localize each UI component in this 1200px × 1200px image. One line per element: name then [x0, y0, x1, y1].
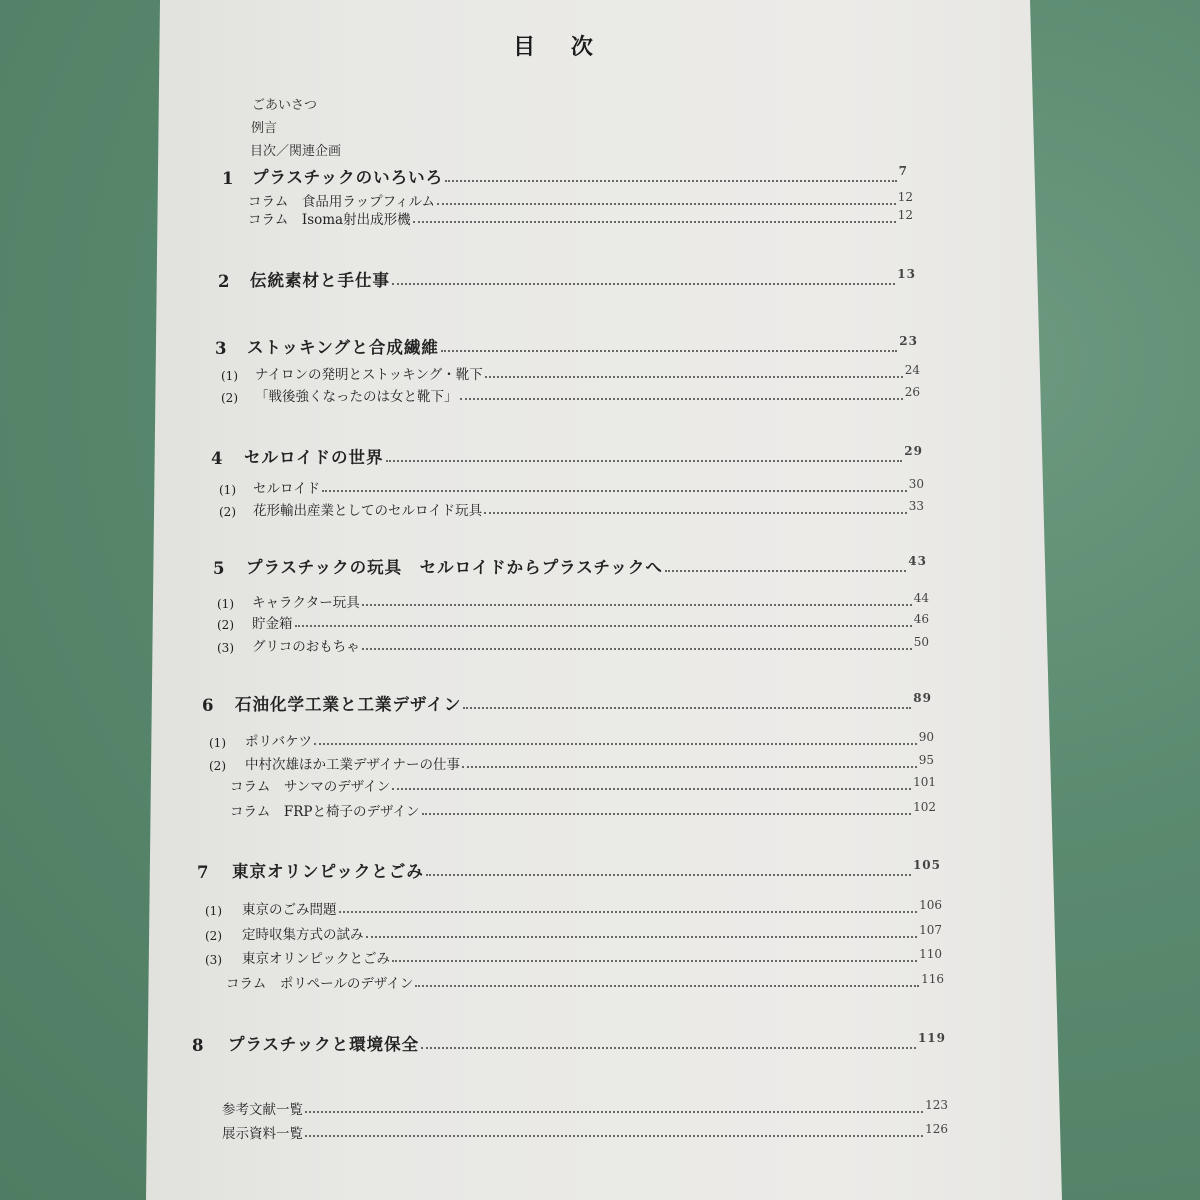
dot-leader	[421, 1047, 916, 1049]
toc-entry	[202, 693, 932, 715]
front-item: 例言	[251, 121, 278, 136]
entry-label: 「戦後強くなったのは女と靴下」	[255, 389, 458, 405]
entry-number: (2)	[209, 759, 226, 773]
dot-leader	[392, 283, 895, 285]
toc-entry	[215, 336, 918, 358]
dot-leader	[386, 460, 903, 462]
dot-leader	[362, 604, 912, 606]
entry-number: 3	[215, 339, 228, 358]
entry-page: 23	[899, 334, 918, 348]
toc-entry	[222, 1120, 948, 1142]
dot-leader	[437, 203, 896, 205]
toc-entry	[219, 475, 924, 497]
entry-label: 定時収集方式の試み	[242, 927, 364, 943]
toc-entry	[211, 446, 923, 468]
entry-page: 116	[921, 972, 944, 986]
entry-label: セルロイド	[253, 481, 321, 497]
entry-label: 伝統素材と手仕事	[250, 271, 390, 290]
toc-entry	[192, 1033, 946, 1055]
entry-page: 110	[919, 947, 942, 961]
dot-leader	[463, 707, 911, 709]
entry-label: 展示資料一覧	[222, 1126, 303, 1142]
entry-number: 7	[197, 863, 210, 882]
entry-page: 26	[904, 385, 920, 399]
toc-entry	[205, 896, 942, 918]
entry-label: 東京のごみ問題	[242, 902, 337, 918]
dot-leader	[426, 874, 911, 876]
entry-label: プラスチックのいろいろ	[252, 168, 444, 187]
dot-leader	[462, 766, 917, 768]
entry-label: 花形輸出産業としてのセルロイド玩具	[253, 503, 483, 519]
dot-leader	[305, 1135, 923, 1137]
entry-number: (3)	[217, 641, 234, 655]
entry-page: 12	[897, 208, 913, 222]
entry-label: 中村次雄ほか工業デザイナーの仕事	[245, 757, 461, 773]
entry-label: キャラクター玩具	[252, 595, 360, 611]
entry-number: (1)	[221, 369, 238, 383]
toc-entry	[219, 497, 924, 519]
entry-number: (1)	[219, 483, 236, 497]
entry-page: 7	[898, 164, 908, 178]
entry-label: ポリバケツ	[245, 734, 312, 750]
entry-page: 106	[919, 898, 942, 912]
entry-page: 107	[919, 923, 942, 937]
entry-page: 119	[917, 1031, 946, 1045]
entry-page: 44	[913, 591, 929, 605]
toc-entry	[221, 383, 920, 405]
front-item: 目次／関連企画	[250, 144, 342, 159]
entry-page: 126	[925, 1122, 948, 1136]
dot-leader	[413, 221, 896, 223]
page-title: 目 次	[513, 35, 607, 60]
entry-page: 12	[897, 190, 913, 204]
entry-label: ストッキングと合成繊維	[247, 338, 439, 357]
toc-entry	[222, 1096, 948, 1118]
dot-leader	[314, 743, 917, 745]
toc-entry	[209, 751, 934, 773]
entry-label: プラスチックと環境保全	[228, 1035, 420, 1054]
entry-page: 105	[912, 858, 941, 872]
entry-page: 33	[908, 499, 924, 513]
entry-number: 4	[211, 449, 224, 468]
entry-label: 石油化学工業と工業デザイン	[235, 695, 462, 714]
toc-entry	[217, 610, 929, 632]
entry-number: (2)	[217, 618, 234, 632]
toc-entry	[217, 633, 929, 655]
toc-entry	[218, 269, 916, 291]
front-item: ごあいさつ	[252, 98, 318, 113]
dot-leader	[485, 376, 903, 378]
entry-page: 95	[918, 753, 934, 767]
dot-leader	[422, 813, 912, 815]
entry-label: プラスチックの玩具 セルロイドからプラスチックへ	[246, 558, 663, 577]
entry-page: 102	[913, 800, 936, 814]
dot-leader	[460, 398, 903, 400]
dot-leader	[484, 512, 907, 514]
entry-label: コラム Isoma射出成形機	[248, 212, 411, 228]
dot-leader	[441, 350, 897, 352]
entry-number: (3)	[205, 953, 222, 967]
toc-entry	[205, 945, 942, 967]
entry-number: 8	[192, 1036, 205, 1055]
entry-page: 101	[913, 775, 936, 789]
dot-leader	[392, 788, 911, 790]
toc-entry	[226, 970, 944, 992]
entry-page: 43	[908, 554, 927, 568]
dot-leader	[295, 625, 912, 627]
entry-label: コラム サンマのデザイン	[230, 779, 391, 795]
entry-label: 参考文献一覧	[222, 1102, 303, 1118]
entry-number: (2)	[219, 505, 236, 519]
dot-leader	[665, 570, 906, 572]
entry-number: 1	[222, 169, 235, 188]
entry-label: コラム ポリペールのデザイン	[226, 976, 414, 992]
entry-number: (2)	[205, 929, 222, 943]
entry-page: 90	[918, 730, 934, 744]
toc-entry	[222, 166, 908, 188]
dot-leader	[445, 180, 896, 182]
dot-leader	[366, 936, 918, 938]
entry-label: 東京オリンピックとごみ	[232, 862, 424, 881]
toc-entry	[213, 556, 927, 578]
entry-page: 29	[904, 444, 923, 458]
toc-entry	[230, 773, 936, 795]
entry-page: 46	[913, 612, 929, 626]
entry-label: 東京オリンピックとごみ	[242, 951, 390, 967]
entry-label: コラム FRPと椅子のデザイン	[230, 804, 420, 820]
dot-leader	[415, 985, 919, 987]
entry-number: (1)	[205, 904, 222, 918]
entry-label: グリコのおもちゃ	[252, 639, 360, 655]
entry-number: (2)	[221, 391, 238, 405]
dot-leader	[392, 960, 917, 962]
entry-label: セルロイドの世界	[244, 448, 384, 467]
entry-number: 5	[213, 559, 226, 578]
dot-leader	[305, 1111, 923, 1113]
entry-number: (1)	[209, 736, 226, 750]
entry-label: ナイロンの発明とストッキング・靴下	[255, 367, 483, 383]
dot-leader	[362, 648, 912, 650]
entry-number: (1)	[217, 597, 234, 611]
dot-leader	[322, 490, 907, 492]
entry-label: コラム 食品用ラップフィルム	[248, 194, 435, 210]
entry-page: 24	[904, 363, 920, 377]
toc-entry	[248, 206, 913, 228]
entry-number: 6	[202, 696, 215, 715]
toc-entry	[230, 798, 936, 820]
entry-page: 89	[913, 691, 932, 705]
entry-label: 貯金箱	[252, 616, 293, 632]
entry-page: 13	[897, 267, 916, 281]
toc-entry	[209, 728, 934, 750]
toc-entry	[217, 589, 929, 611]
entry-page: 30	[908, 477, 924, 491]
dot-leader	[339, 911, 918, 913]
toc-entry	[221, 361, 920, 383]
entry-page: 123	[925, 1098, 948, 1112]
entry-number: 2	[218, 272, 231, 291]
toc-entry	[205, 921, 942, 943]
toc-entry	[197, 860, 941, 882]
entry-page: 50	[913, 635, 929, 649]
